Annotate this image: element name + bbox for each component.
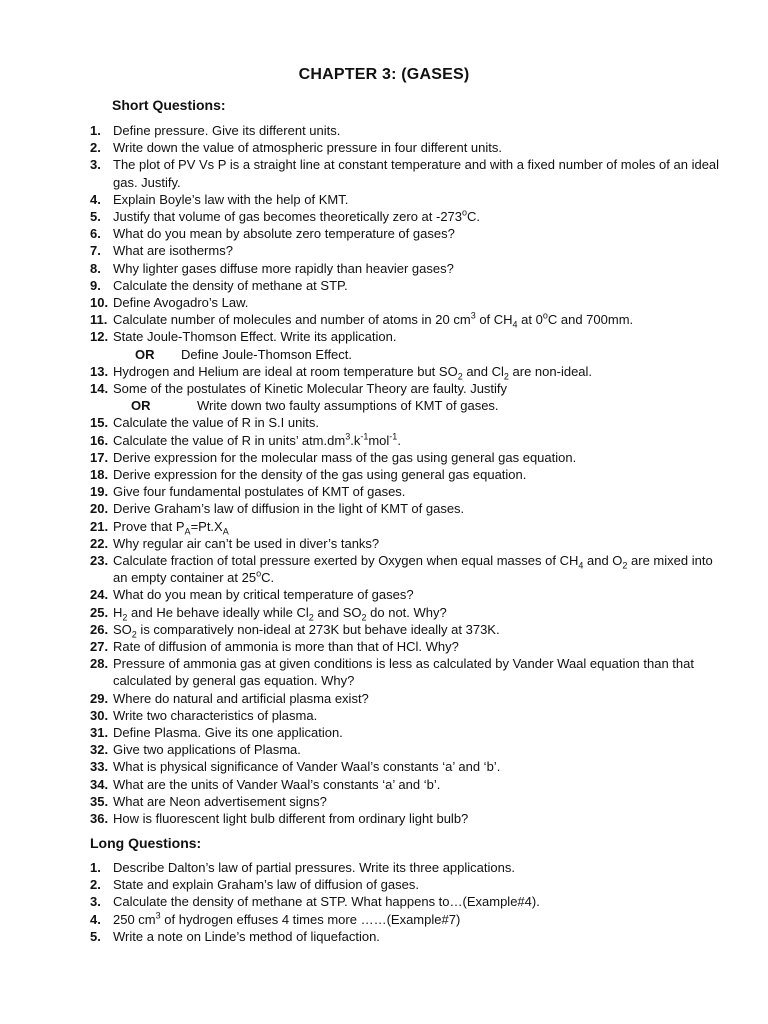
question-text: Where do natural and artificial plasma exist? <box>113 690 369 706</box>
question-item <box>90 260 730 277</box>
question-item <box>90 225 730 242</box>
question-number: 6. <box>90 226 101 242</box>
question-number: 20. <box>90 501 109 517</box>
question-text: Derive expression for the molecular mass of the gas using general gas equation. <box>113 449 577 465</box>
question-number: 1. <box>90 123 101 138</box>
question-item <box>90 724 730 741</box>
question-text: Give four fundamental postulates of KMT of gases. <box>113 484 406 500</box>
question-number: 13. <box>90 363 109 379</box>
question-number: 10. <box>90 295 109 311</box>
question-item <box>90 552 730 586</box>
long-questions-list <box>90 859 730 945</box>
short-questions-heading: Short Questions: <box>112 97 226 113</box>
long-questions-heading: Long Questions: <box>90 835 202 851</box>
or-label: OR <box>135 346 155 362</box>
question-text: Explain Boyle’s law with the help of KMT. <box>113 191 349 207</box>
question-text: 250 $cm^3$ of hydrogen effuses 4 times more ……(Example#7) <box>113 910 461 927</box>
question-item <box>90 776 730 793</box>
question-item <box>90 586 730 603</box>
question-text: Why regular air can’t be used in diver’s tanks? <box>113 535 380 551</box>
question-number: 30. <box>90 707 109 723</box>
question-text: State and explain Graham’s law of diffusion of gases. <box>113 877 419 893</box>
question-text: What do you mean by critical temperature of gases? <box>113 587 414 603</box>
question-item <box>90 655 730 689</box>
question-item <box>90 876 730 893</box>
question-number: 1. <box>90 860 101 875</box>
question-number: 25. <box>90 604 109 620</box>
question-number: 9. <box>90 277 101 293</box>
question-number: 31. <box>90 725 109 741</box>
question-text: Prove that $P_A=Pt.X_A$ <box>113 518 229 537</box>
question-number: 32. <box>90 742 109 758</box>
question-text: What are isotherms? <box>113 243 233 259</box>
question-item <box>90 638 730 655</box>
alternate-question <box>90 397 730 414</box>
question-number: 8. <box>90 260 101 276</box>
question-number: 35. <box>90 793 109 809</box>
question-text: Calculate the value of R in S.I units. <box>113 415 319 431</box>
question-item <box>90 535 730 552</box>
question-number: 3. <box>90 894 101 910</box>
question-number: 7. <box>90 243 101 259</box>
question-item <box>90 328 730 345</box>
question-number: 36. <box>90 811 109 827</box>
or-label: OR <box>131 398 151 414</box>
question-text: Calculate number of molecules and number of atoms in 20 $cm^3$ of $CH_4$ at 0$^o$C and 700mm. <box>113 310 634 330</box>
question-item <box>90 793 730 810</box>
question-item <box>90 191 730 208</box>
question-text: Describe Dalton’s law of partial pressures. Write its three applications. <box>113 860 515 875</box>
question-item <box>90 707 730 724</box>
question-text: How is fluorescent light bulb different from ordinary light bulb? <box>113 811 469 827</box>
question-item <box>90 911 730 928</box>
question-number: 15. <box>90 415 109 431</box>
question-item <box>90 277 730 294</box>
question-number: 22. <box>90 535 109 551</box>
question-item <box>90 432 730 449</box>
question-number: 23. <box>90 553 109 569</box>
question-item <box>90 518 730 535</box>
question-text: Derive Graham’s law of diffusion in the light of KMT of gases. <box>113 501 465 517</box>
question-text: Calculate the density of methane at STP. What happens to…(Example#4). <box>113 894 540 910</box>
question-number: 33. <box>90 759 109 775</box>
question-item <box>90 466 730 483</box>
question-item <box>90 208 730 225</box>
question-text: Some of the postulates of Kinetic Molecular Theory are faulty. Justify <box>113 381 508 397</box>
question-number: 5. <box>90 928 101 944</box>
question-item <box>90 483 730 500</box>
question-text: Rate of diffusion of ammonia is more than that of HCl. Why? <box>113 639 459 655</box>
question-item <box>90 741 730 758</box>
question-text: What do you mean by absolute zero temperature of gases? <box>113 226 455 242</box>
question-number: 28. <box>90 656 109 672</box>
question-item <box>90 414 730 431</box>
question-item <box>90 156 730 190</box>
alternate-question <box>90 346 730 363</box>
question-item <box>90 363 730 380</box>
question-number: 24. <box>90 587 109 603</box>
question-text: Define Joule-Thomson Effect. <box>181 346 353 362</box>
question-number: 4. <box>90 911 101 927</box>
question-text: What is physical significance of Vander Waal’s constants ‘a’ and ‘b’. <box>113 759 501 775</box>
question-item <box>90 311 730 328</box>
question-text: Why lighter gases diffuse more rapidly than heavier gases? <box>113 260 454 276</box>
question-number: 2. <box>90 877 101 893</box>
question-number: 27. <box>90 639 109 655</box>
question-number: 21. <box>90 518 109 534</box>
question-number: 26. <box>90 621 109 637</box>
question-item <box>90 810 730 827</box>
question-number: 5. <box>90 209 101 225</box>
question-number: 34. <box>90 776 109 792</box>
question-number: 14. <box>90 381 109 397</box>
question-item <box>90 928 730 945</box>
chapter-title: CHAPTER 3: (GASES) <box>298 66 470 83</box>
question-text: State Joule-Thomson Effect. Write its application. <box>113 329 397 345</box>
question-number: 19. <box>90 484 109 500</box>
question-item <box>90 294 730 311</box>
question-text: What are Neon advertisement signs? <box>113 793 327 809</box>
question-text: What are the units of Vander Waal’s constants ‘a’ and ‘b’. <box>113 776 441 792</box>
question-number: 29. <box>90 690 109 706</box>
question-text: Write down two faulty assumptions of KMT of gases. <box>197 398 499 414</box>
question-item <box>90 893 730 910</box>
question-text: Pressure of ammonia gas at given conditions is less as calculated by Vander Waal equation than that calculated by general gas equation. Why? <box>113 656 694 689</box>
question-text: Define pressure. Give its different units. <box>113 123 341 138</box>
question-item <box>90 139 730 156</box>
question-text: Hydrogen and Helium are ideal at room temperature but $SO_2$ and $Cl_2$ are non-ideal. <box>113 363 593 382</box>
question-number: 11. <box>90 312 108 328</box>
question-item <box>90 122 730 139</box>
question-number: 2. <box>90 140 101 156</box>
question-text: Calculate fraction of total pressure exerted by Oxygen when equal masses of $CH_4$ and $O_2$ are mixed into an empty container at 25$^o$C. <box>113 553 713 586</box>
question-number: 3. <box>90 157 101 173</box>
question-text: $SO_2$ is comparatively non-ideal at 273K but behave ideally at 373K. <box>113 621 500 640</box>
question-text: Give two applications of Plasma. <box>113 742 301 758</box>
question-text: Define Plasma. Give its one application. <box>113 725 343 741</box>
question-text: Write down the value of atmospheric pressure in four different units. <box>113 140 502 156</box>
question-text: Write a note on Linde’s method of liquefaction. <box>113 928 380 944</box>
question-text: Define Avogadro’s Law. <box>113 295 249 311</box>
question-number: 4. <box>90 191 101 207</box>
question-number: 12. <box>90 329 109 345</box>
question-text: $H_2$ and He behave ideally while $Cl_2$ and $SO_2$ do not. Why? <box>113 604 447 623</box>
question-item <box>90 859 730 876</box>
question-text: The plot of PV Vs P is a straight line at constant temperature and with a fixed number of moles of an ideal gas. Justify. <box>113 157 720 190</box>
question-number: 17. <box>90 449 109 465</box>
question-text: Calculate the value of R in units’ $atm.dm^3.k^{-1}mol^{-1}$. <box>113 431 401 448</box>
question-item <box>90 621 730 638</box>
question-item <box>90 758 730 775</box>
question-item <box>90 449 730 466</box>
question-item <box>90 242 730 259</box>
question-item <box>90 604 730 621</box>
question-item <box>90 500 730 517</box>
short-questions-list <box>90 122 730 827</box>
question-text: Derive expression for the density of the gas using general gas equation. <box>113 467 527 483</box>
question-number: 18. <box>90 467 109 483</box>
question-text: Calculate the density of methane at STP. <box>113 277 348 293</box>
question-text: Justify that volume of gas becomes theoretically zero at -273$^o$C. <box>113 207 481 225</box>
question-text: Write two characteristics of plasma. <box>113 707 318 723</box>
question-item <box>90 690 730 707</box>
question-item <box>90 380 730 397</box>
question-number: 16. <box>90 432 109 448</box>
